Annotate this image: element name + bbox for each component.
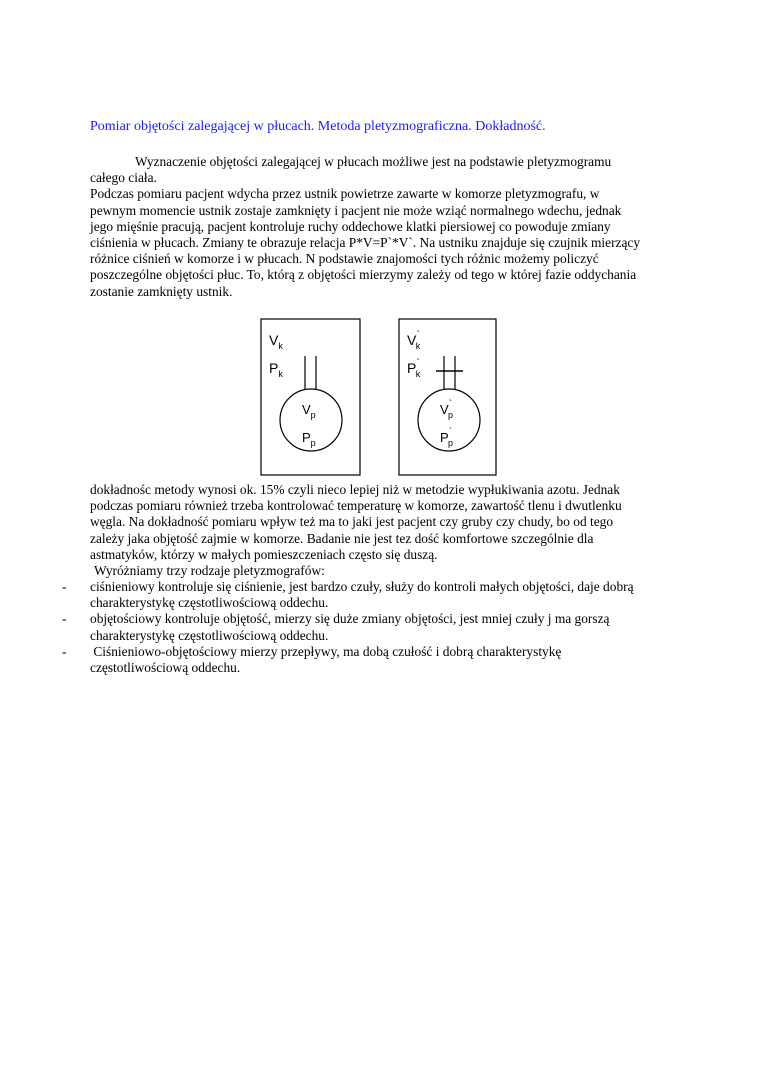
left-pk-label: $P_k$	[269, 360, 283, 379]
text-line: podczas pomiaru również trzeba kontrolować temperaturę w komorze, zawartość tlenu i dwutlenku	[90, 498, 622, 514]
text-line: charakterystykę częstotliwościową oddechu.	[90, 595, 329, 611]
plethysmograph-types-list	[62, 579, 702, 676]
text-line: zostanie zamknięty ustnik.	[90, 283, 233, 299]
text-line: różnice ciśnień w komorze i w płucach. N podstawie znajomości tych różnic możemy policzyć	[90, 251, 599, 267]
text-line: częstotliwościową oddechu.	[90, 660, 241, 676]
text-line: poszczególne objętości płuc. To, którą z objętości mierzymy zależy od tego w której fazie oddychania	[90, 267, 637, 283]
text-line: węgla. Na dokładność pomiaru wpływ też ma to jaki jest pacjent czy gruby czy chudy, bo od tego	[90, 514, 614, 530]
left-vp-label: $V_p$	[302, 402, 316, 420]
text-line: Wyznaczenie objętości zalegającej w płucach możliwe jest na podstawie pletyzmogramu	[135, 154, 612, 169]
right-pk-label: P` k	[407, 358, 421, 379]
bullet-marker: -	[62, 643, 67, 659]
text-line: Podczas pomiaru pacjent wdycha przez ustnik powietrze zawarte w komorze pletyzmografu, w	[90, 186, 600, 202]
list-item	[62, 644, 702, 676]
text-line: ciśnienia w płucach. Zmiany te obrazuje relacja P*V=P`*V`. Na ustniku znajduje się czujnik mierzący	[90, 235, 641, 251]
list-item	[62, 611, 702, 643]
text-line: całego ciała.	[90, 170, 157, 186]
text-line: ciśnieniowy kontroluje się ciśnienie, jest bardzo czuły, służy do kontroli małych objętości, daje dobrą	[90, 579, 634, 594]
accuracy-paragraph	[90, 482, 690, 579]
right-vk-label: V` k	[407, 330, 421, 351]
left-vk-label: $V_k$	[269, 332, 283, 351]
right-vp-label: V` p	[440, 399, 454, 420]
text-line: Wyróżniamy trzy rodzaje pletyzmografów:	[94, 563, 325, 579]
text-line: charakterystykę częstotliwościową oddechu.	[90, 627, 329, 643]
text-line: dokładnośc metody wynosi ok. 15% czyli nieco lepiej niż w metodzie wypłukiwania azotu. Jednak	[90, 482, 620, 497]
bullet-marker: -	[62, 611, 67, 627]
right-pp-label: P` p	[440, 427, 454, 448]
left-pp-label: $P_p$	[302, 430, 316, 448]
text-line: zależy jaka objętość zajmie w komorze. Badanie nie jest tez dość komfortowe szczególnie dla	[90, 530, 594, 546]
text-line: objętościowy kontroluje objętość, mierzy się duże zmiany objętości, jest mniej czuły j ma gorszą	[90, 611, 610, 627]
text-line: astmatyków, którzy w małych pomieszczeniach często się duszą.	[90, 546, 438, 562]
list-item	[62, 579, 702, 611]
text-line: jego mięśnie pracują, pacjent kontroluje ruchy oddechowe klatki piersiowej co powoduje zmiany	[90, 218, 611, 234]
text-line: Ciśnieniowo-objętościowy mierzy przepływy, ma dobą czułość i dobrą charakterystykę	[90, 643, 562, 659]
text-line: pewnym momencie ustnik zostaje zamknięty i pacjent nie może wziąć normalnego wdechu, jednak	[90, 202, 622, 218]
document-title: Pomiar objętości zalegającej w płucach. Metoda pletyzmograficzna. Dokładność.	[90, 119, 546, 134]
bullet-marker: -	[62, 579, 67, 594]
